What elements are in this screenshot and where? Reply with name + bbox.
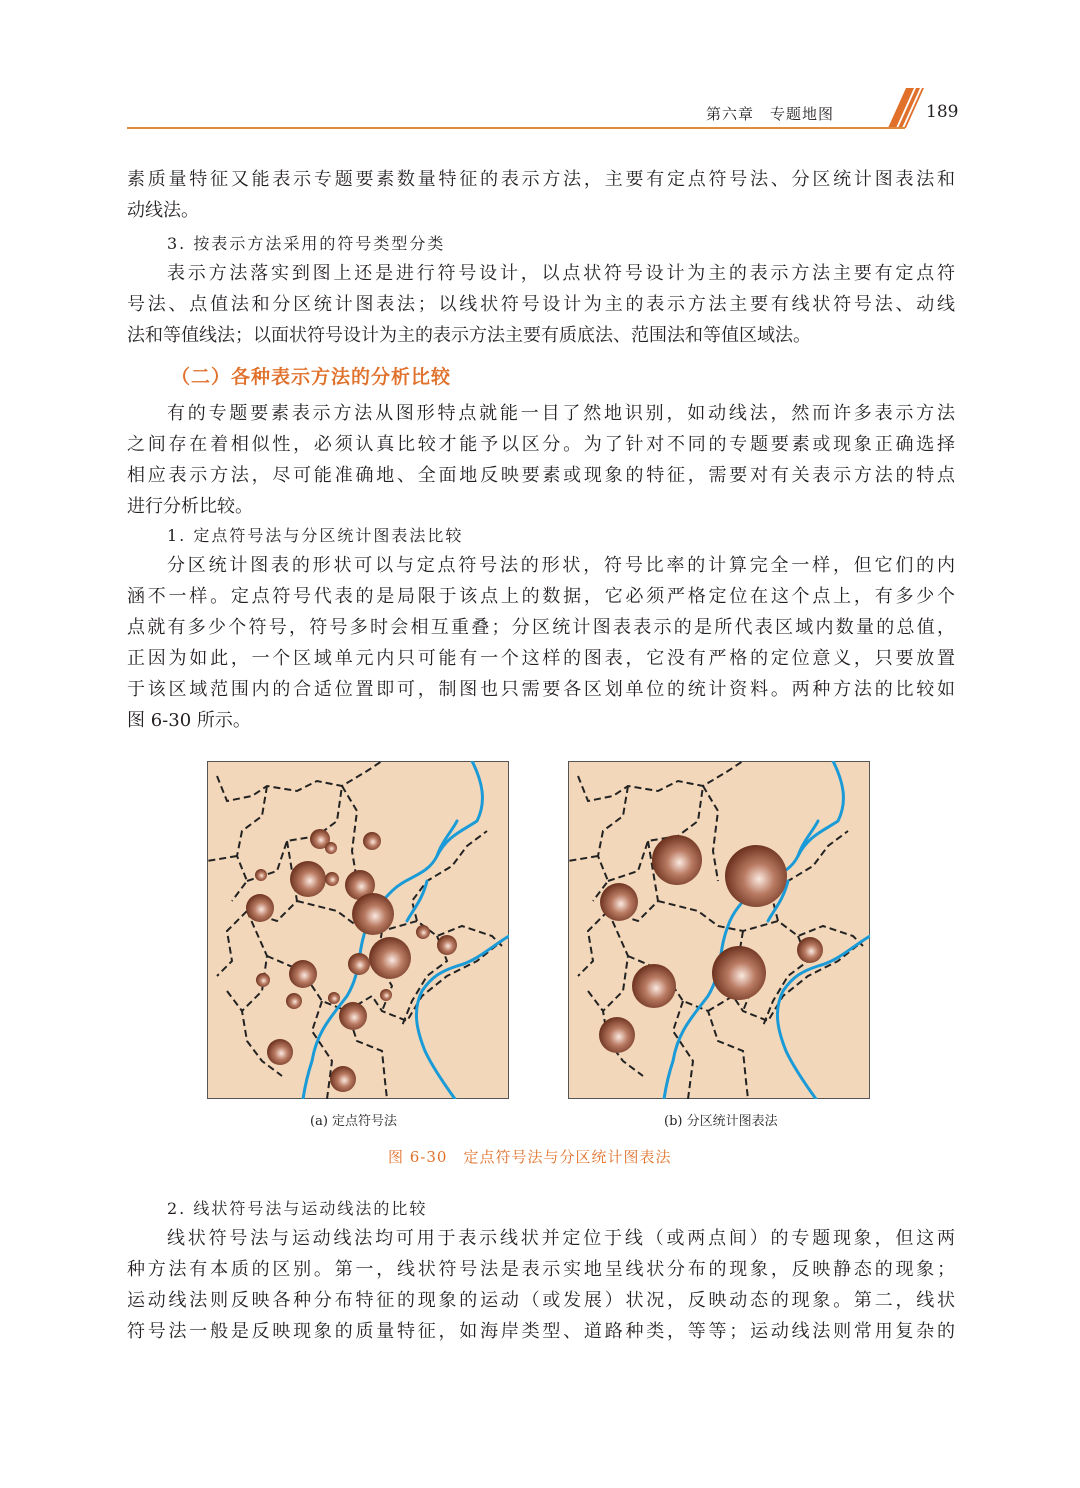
point-symbol: [290, 861, 326, 897]
district-chart-symbol: [599, 1017, 635, 1053]
point-symbol: [348, 953, 370, 975]
chapter-title: 第六章 专题地图: [706, 105, 835, 123]
figure-caption: 图 6-30 定点符号法与分区统计图表法: [388, 1148, 672, 1166]
map-b-district-chart: [568, 761, 870, 1099]
page-number: 189: [926, 102, 959, 122]
point-symbol: [325, 842, 337, 854]
point-symbol: [330, 1066, 356, 1092]
point-symbol: [255, 869, 267, 881]
paragraph-5: [127, 1223, 955, 1347]
paragraph-3: [127, 398, 955, 522]
paragraph-1: [127, 164, 955, 226]
text-line: 动线法。: [127, 200, 199, 221]
text-line: 运动线法则反映各种分布特征的现象的运动（或发展）状况，反映动态的现象。第二，线状: [127, 1290, 955, 1311]
district-chart-symbol: [632, 964, 676, 1008]
point-symbol: [325, 872, 339, 886]
header-stripes-decoration: [880, 86, 924, 130]
map-a-point-symbol: [207, 761, 509, 1099]
paragraph-2: [127, 258, 955, 351]
text-line: 图 6-30 所示。: [127, 710, 251, 731]
paragraph-4: [127, 550, 955, 736]
district-chart-symbol: [797, 937, 823, 963]
text-line: 表示方法落实到图上还是进行符号设计，以点状符号设计为主的表示方法主要有定点符: [167, 263, 955, 284]
text-line: 号法、点值法和分区统计图表法；以线状符号设计为主的表示方法主要有线状符号法、动线: [127, 294, 955, 315]
page-header: [0, 0, 1080, 140]
text-line: 法和等值线法；以面状符号设计为主的表示方法主要有质底法、范围法和等值区域法。: [127, 325, 811, 346]
text-line: 素质量特征又能表示专题要素数量特征的表示方法，主要有定点符号法、分区统计图表法和: [127, 169, 955, 190]
text-line: 分区统计图表的形状可以与定点符号法的形状，符号比率的计算完全一样，但它们的内: [167, 555, 955, 576]
district-chart-symbol: [725, 845, 787, 907]
point-symbol: [352, 893, 394, 935]
point-symbol: [339, 1002, 367, 1030]
text-line: 相应表示方法，尽可能准确地、全面地反映要素或现象的特征，需要对有关表示方法的特点: [127, 465, 955, 486]
text-line: 之间存在着相似性，必须认真比较才能予以区分。为了针对不同的专题要素或现象正确选择: [127, 434, 955, 455]
text-line: 正因为如此，一个区域单元内只可能有一个这样的图表，它没有严格的定位意义，只要放置: [127, 648, 955, 669]
text-line: 有的专题要素表示方法从图形特点就能一目了然地识别，如动线法，然而许多表示方法: [167, 403, 955, 424]
district-chart-symbol: [652, 835, 702, 885]
point-symbol: [363, 832, 381, 850]
district-chart-symbol: [712, 946, 766, 1000]
point-symbol: [286, 993, 302, 1009]
text-line: 进行分析比较。: [127, 496, 253, 517]
point-symbol: [289, 960, 317, 988]
text-line: 涵不一样。定点符号代表的是局限于该点上的数据，它必须严格定位在这个点上，有多少个: [127, 586, 955, 607]
point-symbol: [328, 992, 340, 1004]
subheading-1: 1. 定点符号法与分区统计图表法比较: [167, 526, 464, 545]
point-symbol: [380, 989, 392, 1001]
caption-a: (a) 定点符号法: [310, 1114, 398, 1129]
point-symbol: [256, 973, 270, 987]
district-chart-symbol: [600, 883, 638, 921]
text-line: 点就有多少个符号，符号多时会相互重叠；分区统计图表表示的是所代表区域内数量的总值，: [127, 617, 955, 638]
point-symbol: [246, 894, 274, 922]
subheading-2: 2. 线状符号法与运动线法的比较: [167, 1199, 428, 1218]
text-line: 于该区域范围内的合适位置即可，制图也只需要各区划单位的统计资料。两种方法的比较如: [127, 679, 955, 700]
text-line: 符号法一般是反映现象的质量特征，如海岸类型、道路种类，等等；运动线法则常用复杂的: [127, 1321, 955, 1342]
subheading-3: 3. 按表示方法采用的符号类型分类: [167, 234, 446, 253]
point-symbol: [437, 935, 457, 955]
point-symbol: [416, 925, 430, 939]
caption-b: (b) 分区统计图表法: [664, 1114, 778, 1129]
point-symbol: [267, 1039, 293, 1065]
section-heading: （二）各种表示方法的分析比较: [171, 366, 452, 388]
text-line: 线状符号法与运动线法均可用于表示线状并定位于线（或两点间）的专题现象，但这两: [167, 1228, 955, 1249]
point-symbol: [369, 937, 411, 979]
text-line: 种方法有本质的区别。第一，线状符号法是表示实地呈线状分布的现象，反映静态的现象；: [127, 1259, 955, 1280]
header-rule: [127, 127, 905, 129]
map-frame: [208, 762, 509, 1099]
